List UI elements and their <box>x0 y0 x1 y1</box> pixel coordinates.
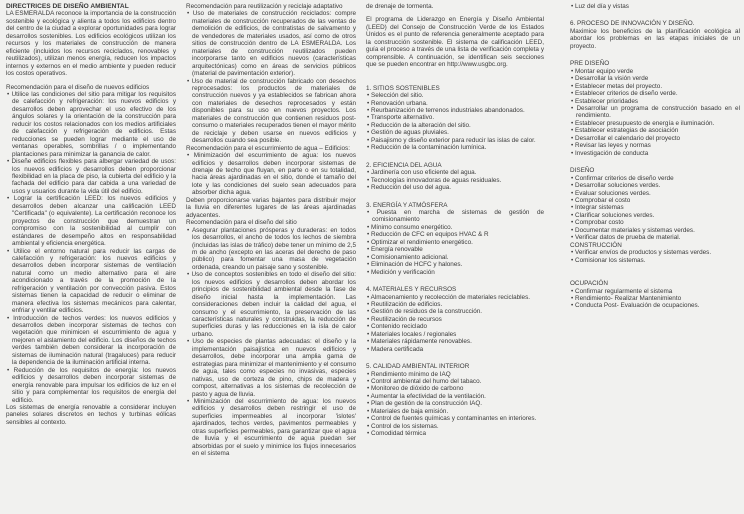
bullet-item: • Verificar datos de prueba de material. <box>571 234 681 242</box>
bullet-item: • Uso de material de construcción fabricado con desechos reprocesados: los productos de materiales de construcción nuevos y ya establecidos se fabrican ahora con materiales de desechos reprocesados y están disponibles para su uso en nuevos proyectos. Los materiales de construcción que contienen residuos post-consumo o materiales recuperados tienen el mayor mérito de reciclaje y deben usarse en nuevos edificios y desarrollos cuando sea posible. <box>187 77 356 145</box>
paragraph: Maximice los beneficios de la planificación ecológica al abordar los problemas en las etapas iniciales de un proyecto. <box>570 27 740 50</box>
bullet-item: • Paisajismo y diseño exterior para reducir las islas de calor. <box>367 136 536 144</box>
bullet-item: • Diseñe edificios flexibles para albergar variedad de usos: los nuevos edificios y desarrollos deben proporcionar flexibilidad en la placa de piso, la cubierta del edificio y la fachada del edificio para dar cabida a una variedad de usos y usuarios durante la vida útil del edificio. <box>7 158 176 195</box>
bullet-item: • Puesta en marcha de sistemas de gestión de comisionamiento <box>367 208 544 224</box>
section-title: DIRECTRICES DE DISEÑO AMBIENTAL <box>6 3 129 10</box>
bullet-item: • Materiales rápidamente renovables. <box>367 338 472 346</box>
column-3 <box>366 3 544 438</box>
bullet-item: • Integrar sistemas <box>571 204 624 212</box>
column-1 <box>6 3 176 426</box>
spacer <box>570 270 740 276</box>
bullet-item: • Gestión de residuos de la construcción. <box>367 308 483 316</box>
spacer <box>570 10 740 16</box>
bullet-item: • Monitoreo de dióxido de carbono <box>367 385 464 393</box>
bullet-item: • Energía renovable <box>367 246 423 254</box>
bullet-item: • Clarificar soluciones verdes. <box>571 211 655 219</box>
bullet-item: • Eliminación de HCFC y halones. <box>367 261 463 269</box>
bullet-item: • Establecer metas del proyecto. <box>571 82 663 90</box>
bullet-item: • Establecer presupuesto de energía e iluminación. <box>571 119 715 127</box>
bullet-item: • Rendimiento- Realizar Mantenimiento <box>571 294 682 302</box>
paragraph: LA ESMERALDA reconoce la importancia de la construcción sostenible y ecológica y alienta a todos los edificios dentro del centro de la ciudad a explorar oportunidades para lograr desarrollos sostenibles. Los edificios ecológicos utilizan los recursos y los materiales de construcción de manera eficiente (incluidos los recursos reciclados, renovables y reutilizados), utilizan menos energía, reducen los impactos internos y externos en el medio ambiente y pueden reducir los costos operativos. <box>6 10 176 78</box>
bullet-item: • Mínimo consumo energético. <box>367 223 453 231</box>
bullet-item: • Lograr la certificación LEED: los nuevos edificios y desarrollos deben alcanzar una calificación LEED "Certificada" (o equivalente). La certificación reconoce los proyectos de construcción que demuestran un compromiso con la sostenibilidad al cumplir con estándares de desempeño altos en responsabilidad ambiental y eficiencia energética. <box>7 195 176 248</box>
bullet-item: • Confirmar criterios de diseño verde <box>571 174 674 182</box>
paragraph: Recomendación para el diseño de nuevos edificios <box>6 83 150 91</box>
bullet-item: • Selección del sitio. <box>367 92 424 100</box>
spacer <box>570 157 740 163</box>
bullet-item: • Uso de materiales de construcción reciclados: compre materiales de construcción recuperados de las ventas de demolición de edificios, de contratistas de salvamento y de vendedores de materiales usados, así como de otros sitios de construcción dentro de LA ESMERALDA. Los materiales de construcción reutilizados pueden incorporarse tanto en edificios nuevos (características arquitectónicas) como en áreas de servicios públicos (material de pavimentación exterior). <box>187 10 356 78</box>
section-heading: DISEÑO <box>570 167 595 175</box>
paragraph: de drenaje de tormenta. <box>366 3 434 10</box>
bullet-item: • Reutilización de recursos <box>367 315 442 323</box>
section-heading: 6. PROCESO DE INNOVACIÓN Y DISEÑO. <box>570 20 695 28</box>
bullet-item: • Confirmar regularmente el sistema <box>571 287 673 295</box>
bullet-item: • Conducta Post- Evaluación de ocupaciones. <box>571 302 700 310</box>
bullet-item: • Reducción de los requisitos de energía: los nuevos edificios y desarrollos deben incorporar sistemas de energía renovable para impulsar los edificios de luz en el sitio y para complementar los requisitos de energía del edificio. <box>7 366 176 404</box>
bullet-item: • Gestión de aguas pluviales. <box>367 129 449 137</box>
bullet-item: • Optimizar el rendimiento energético. <box>367 238 473 246</box>
spacer <box>366 353 544 359</box>
bullet-item: • Control de fuentes químicas y contaminantes en interiores. <box>367 415 537 423</box>
bullet-item: • Medición y verificación <box>367 268 435 276</box>
bullet-item: • Madera certificada <box>367 345 424 353</box>
bullet-item: • Reducción del uso del agua. <box>367 184 452 192</box>
bullet-item: • Uso de especies de plantas adecuadas: el diseño y la implementación paisajística en nuevos edificios y desarrollos, debe incorporar una amplia gama de estrategias para minimizar el mantenimiento y el consumo de agua, tales como especies no invasivas, especies nativas, uso de corteza de pino, chips de madera y compost, alternativas a los sistemas de recolección de pasto y agua de lluvia. <box>187 338 356 398</box>
paragraph: Recomendación para el escurrimiento de agua – Edificios: <box>186 144 350 152</box>
bullet-item: • Montar equipo verde <box>571 67 634 75</box>
bullet-item: • Transporte alternativo. <box>367 114 435 122</box>
paragraph: CONSTRUCCIÓN <box>570 241 622 249</box>
paragraph: Los sistemas de energía renovable a considerar incluyen paneles solares discretos en techos y turbinas eólicas sensibles al contexto. <box>6 404 176 426</box>
section-heading: PRE DISEÑO <box>570 60 610 68</box>
bullet-item: • Jardinería con uso eficiente del agua. <box>367 169 477 177</box>
section-heading: 3. ENERGÍA Y ATMÓSFERA <box>366 201 448 209</box>
bullet-item: • Renovación urbana. <box>367 99 428 107</box>
bullet-item: • Asegurar plantaciones prósperas y duraderas: en todos los desarrollos, el ancho de todos los lechos de siembra (incluidas las islas de tráfico) debe tener un mínimo de 2,5 m de ancho (excepto en las aceras del derecho de paso público) para fomentar una masa de vegetación ordenada, creando un paisaje sano y sostenible. <box>187 226 356 271</box>
bullet-item: • Luz del día y vistas <box>571 3 629 10</box>
bullet-item: • Reutilización de edificios. <box>367 300 443 308</box>
bullet-item: • Control ambiental del humo del tabaco. <box>367 378 482 386</box>
bullet-item: • Desarrollar la visión verde <box>571 75 649 83</box>
spacer <box>570 50 740 56</box>
section-heading: 4. MATERIALES Y RECURSOS <box>366 286 457 294</box>
bullet-item: • Minimización del escurrimiento de agua: los nuevos edificios y desarrollos deben restringir el uso de superficies impermeables al incorporar 'islotes' ajardinados, techos verdes, pavimentos permeables y otras superficies permeables, para garantizar que el agua de lluvia y el escurrimiento de agua puedan ser absorbidas por el suelo y minimice los flujos innecesarios en el sistema <box>187 398 356 458</box>
bullet-item: • Desarrollar soluciones verdes. <box>571 182 661 190</box>
bullet-item: • Utilice el entorno natural para reducir las cargas de calefacción y refrigeración: los nuevos edificios y desarrollos deben incorporar sistemas de ventilación natural como un medio alternativo para el aire acondicionado a través de la promoción de la refrigeración y ventilación por convección pasiva. Estos sistemas tienen la capacidad de reducir o eliminar de manera efectiva los sistemas mecánicos para calentar, enfriar y ventilar edificios. <box>7 247 176 315</box>
section-heading: 5. CALIDAD AMBIENTAL INTERIOR <box>366 363 470 371</box>
bullet-item: • Materiales de baja emisión. <box>367 407 449 415</box>
bullet-item: • Comodidad térmica <box>367 430 426 438</box>
bullet-item: • Comprobar el costo <box>571 196 631 204</box>
bullet-item: • Comisionar los sistemas. <box>571 256 646 264</box>
bullet-item: • Plan de gestión de la construcción IAQ. <box>367 400 483 408</box>
bullet-item: • Control de los sistemas. <box>367 422 439 430</box>
bullet-item: • Materiales locales / regionales <box>367 330 457 338</box>
bullet-item: • Reducción de la alteración del sitio. <box>367 121 471 129</box>
paragraph: Deben proporcionarse varias bajantes para distribuir mejor la lluvia en diferentes lugares de las áreas ajardinadas adyacentes. <box>186 196 356 219</box>
bullet-item: • Revisar las leyes y normas <box>571 142 651 150</box>
bullet-item: • Introducción de techos verdes: los nuevos edificios y desarrollos deben incorporar sistemas de techos con vegetación que minimicen el escurrimiento de agua y mejoren el aislamiento del edificio. Los diseños de techos verdes también deben considerar la incorporación de sistemas de iluminación natural (tragaluces) para reducir la dependencia de la iluminación artificial interna. <box>7 314 176 367</box>
bullet-item: • Comisionamiento adicional. <box>367 253 449 261</box>
spacer <box>366 276 544 282</box>
bullet-item: • Contenido reciclado <box>367 323 428 331</box>
bullet-item: • Verificar envíos de productos y sistemas verdes. <box>571 249 712 257</box>
bullet-item: • Reducción de CFC en equipos HVAC & R <box>367 231 489 239</box>
bullet-item: • Establecer criterios de diseño verde. <box>571 90 678 98</box>
bullet-item: • Rendimiento mínimo de IAQ <box>367 370 451 378</box>
bullet-item: • Desarrollar un programa de construcción basado en el rendimiento. <box>571 104 740 120</box>
section-heading: 2. EFICIENCIA DEL AGUA <box>366 161 442 169</box>
bullet-item: • Investigación de conducta <box>571 149 649 157</box>
column-2 <box>186 3 356 458</box>
bullet-item: • Almacenamiento y recolección de materiales reciclables. <box>367 293 531 301</box>
spacer <box>366 152 544 158</box>
paragraph: Recomendación para reutilización y reciclaje adaptativo <box>186 3 343 10</box>
bullet-item: • Minimización del escurrimiento de agua: los nuevos edificios y desarrollos deben incorporar sistemas de drenaje de techo que fluyan, en parte o en su totalidad, hacia áreas ajardinadas en el sitio, donde el tamaño del lote y las condiciones del suelo sean adecuados para absorber dicha agua. <box>187 152 356 197</box>
bullet-item: • Desarrollar el calendario del proyecto <box>571 134 681 142</box>
bullet-item: • Documentar materiales y sistemas verdes. <box>571 226 695 234</box>
paragraph: El programa de Liderazgo en Energía y Diseño Ambiental (LEED) del Consejo de Construcción Verde de los Estados Unidos es el punto de referencia generalmente aceptado para la construcción sostenible. El sistema de calificación LEED, guía el proceso a través de una lista de verificación completa y comprensible. A continuación, se identifican seis secciones que se pueden encontrar en http://www.usgbc.org. <box>366 16 544 69</box>
section-heading: 1. SITIOS SOSTENIBLES <box>366 84 440 92</box>
spacer <box>366 75 544 81</box>
column-4 <box>570 3 740 310</box>
bullet-item: • Aumentar la efectividad de la ventilación. <box>367 392 486 400</box>
bullet-item: • Utilice las condiciones del sitio para mitigar los requisitos de calefacción y refrigeración: los nuevos edificios y desarrollos deben aprovechar el uso efectivo de los ángulos solares y la orientación de la construcción para reducir los costos relacionados con los medios artificiales de calefacción y refrigeración de edificios. Estas reducciones se pueden lograr mediante el uso de ventanas operables, sombrillas / o implementando plantaciones para minimizar la ganancia de calor. <box>7 90 176 158</box>
bullet-item: • Evaluar soluciones verdes. <box>571 189 651 197</box>
bullet-item: • Tecnologías innovadoras de aguas residuales. <box>367 176 502 184</box>
paragraph: Recomendación para el diseño del sitio <box>186 219 297 227</box>
bullet-item: • Establecer estrategias de asociación <box>571 127 679 135</box>
section-heading: OCUPACIÓN <box>570 280 608 288</box>
spacer <box>366 192 544 198</box>
bullet-item: • Uso de conceptos sostenibles en todo el diseño del sitio: los nuevos edificios y desarrollos deben abordar los principios de sostenibilidad ambiental desde la fase de diseño inicial hasta la implementación. Las consideraciones deben incluir la calidad del agua, el consumo y el escurrimiento, la preservación de las características naturales y construidas, la reducción de superficies duras y las reducciones en la isla de calor urbano. <box>187 271 356 338</box>
bullet-item: • Establecer prioridades <box>571 97 639 105</box>
bullet-item: • Reurbanización de terrenos industriales abandonados. <box>367 106 525 114</box>
bullet-item: • Reducción de la contaminación lumínica. <box>367 144 487 152</box>
bullet-item: • Comprobar costo <box>571 219 624 227</box>
